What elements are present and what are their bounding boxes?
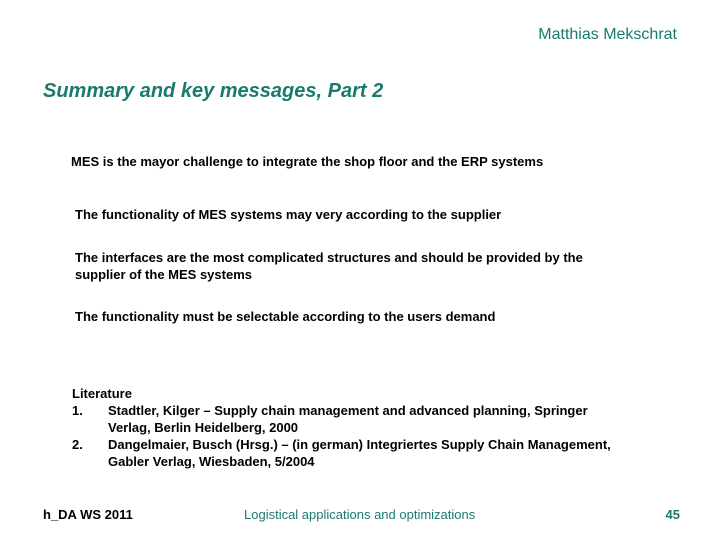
author-name: Matthias Mekschrat [538, 26, 677, 43]
literature-heading: Literature [72, 386, 132, 401]
literature-item-number: 2. [72, 437, 83, 452]
bullet-2: The functionality of MES systems may very according to the supplier [75, 207, 502, 222]
literature-item-text: Dangelmaier, Busch (Hrsg.) – (in german) Integriertes Supply Chain Management, Gabler Verlag, Wiesbaden, 5/2004 [108, 437, 611, 469]
bullet-1: MES is the mayor challenge to integrate the shop floor and the ERP systems [71, 154, 544, 169]
bullet-3: The interfaces are the most complicated structures and should be provided by the supplier of the MES systems [75, 250, 583, 282]
literature-item [72, 402, 632, 436]
footer-lecture-title: Logistical applications and optimizations [244, 507, 476, 522]
literature-item-text: Stadtler, Kilger – Supply chain management and advanced planning, Springer Verlag, Berlin Heidelberg, 2000 [108, 403, 588, 435]
literature-item [72, 436, 632, 470]
bullet-4: The functionality must be selectable according to the users demand [75, 309, 496, 324]
literature-item-number: 1. [72, 403, 83, 418]
literature-section [72, 385, 632, 470]
footer-course: h_DA WS 2011 [43, 507, 133, 522]
slide-title: Summary and key messages, Part 2 [43, 80, 384, 102]
page-number: 45 [665, 507, 680, 522]
